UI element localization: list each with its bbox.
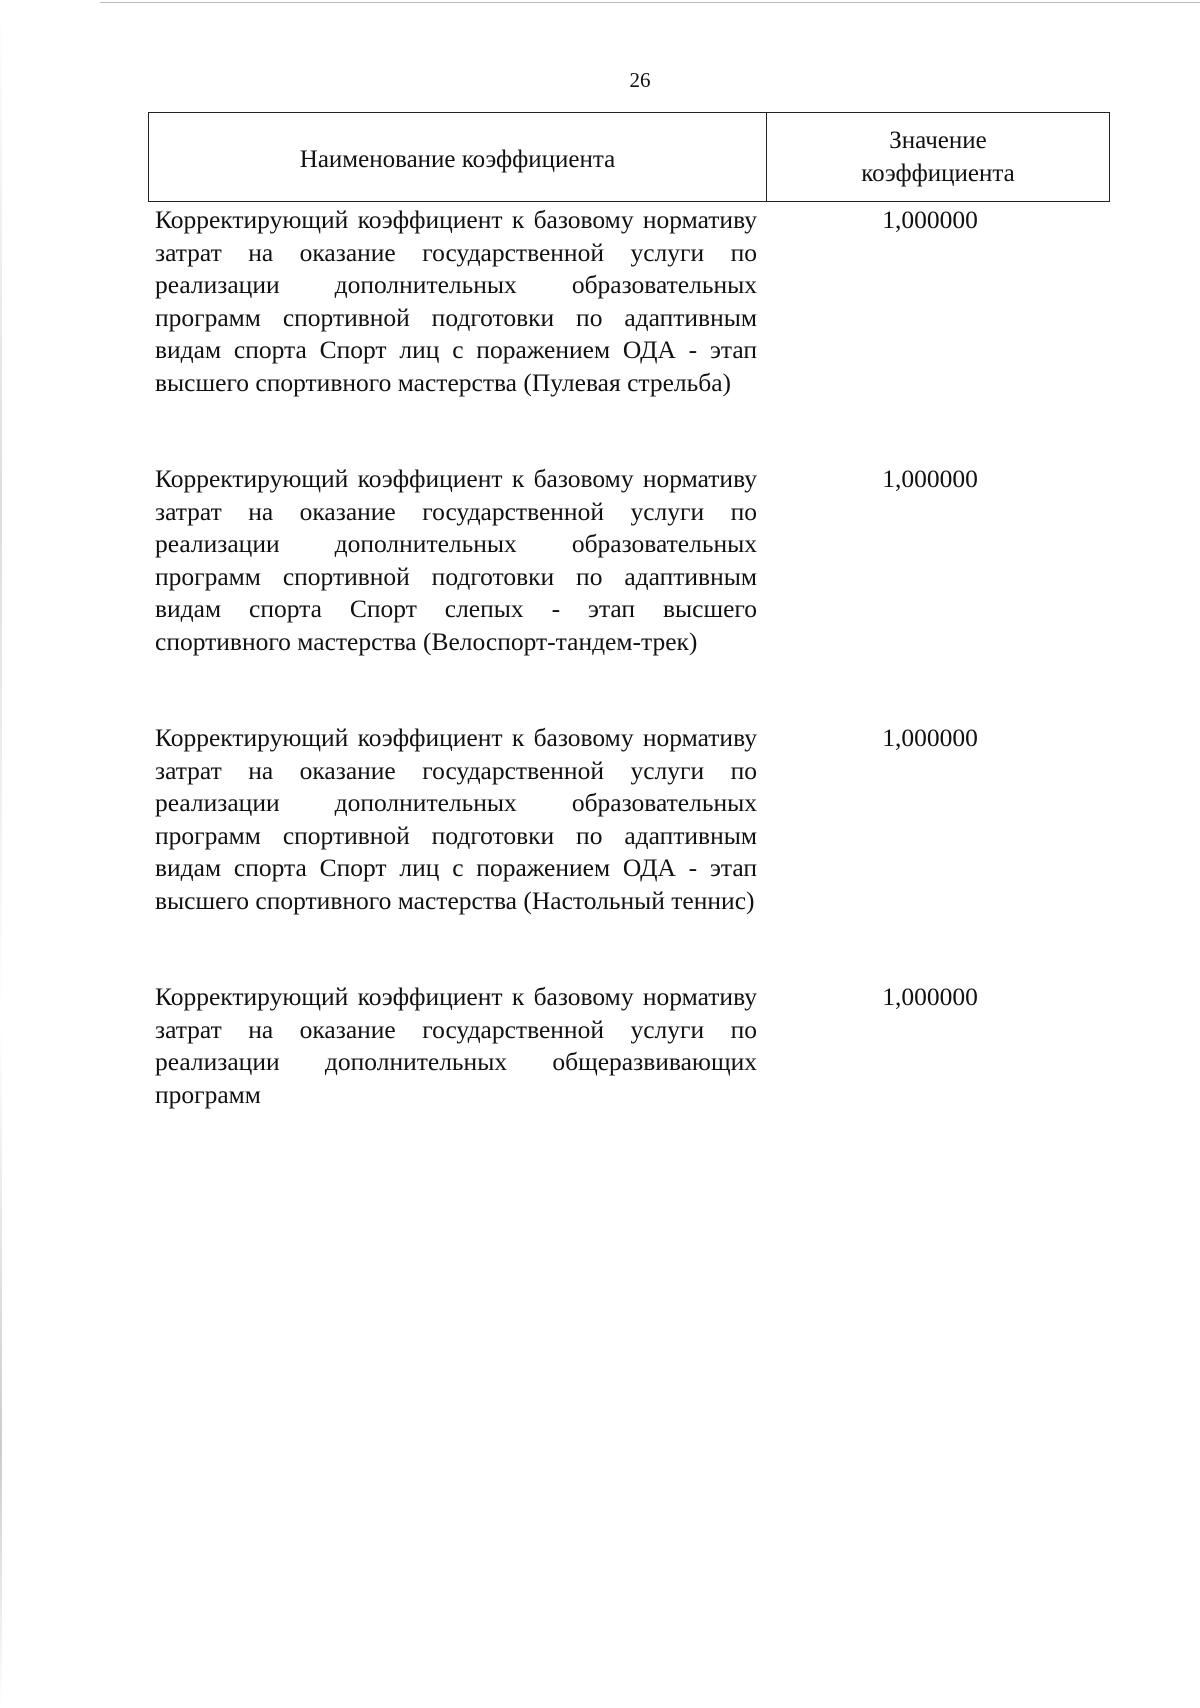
- coefficient-name: Корректирующий коэффициент к базовому нормативу затрат на оказание государственной услуги по реализации дополнительных образовательных программ спортивной подготовки по адаптивным видам спорта Спорт лиц с поражением ОДА - этап высшего спортивного мастерства (Настольный теннис): [155, 723, 757, 915]
- scan-left-edge: [0, 0, 2, 1708]
- header-value-column: [767, 113, 1109, 201]
- table-header: [148, 112, 1110, 202]
- coefficient-name: Корректирующий коэффициент к базовому нормативу затрат на оказание государственной услуги по реализации дополнительных образовательных программ спортивной подготовки по адаптивным видам спорта Спорт лиц с поражением ОДА - этап высшего спортивного мастерства (Пулевая стрельба): [155, 205, 757, 397]
- header-value-line1: Значение: [889, 127, 987, 154]
- coefficient-name: Корректирующий коэффициент к базовому нормативу затрат на оказание государственной услуги по реализации дополнительных общеразвивающих программ: [155, 982, 757, 1109]
- coefficient-value: 1,000000: [882, 464, 978, 493]
- coefficient-value: 1,000000: [882, 723, 978, 752]
- page-number: 26: [629, 68, 651, 92]
- scan-edge-line: [100, 2, 1200, 3]
- coefficient-value: 1,000000: [882, 205, 978, 234]
- header-name-column: Наименование коэффициента: [149, 113, 767, 201]
- coefficient-name: Корректирующий коэффициент к базовому нормативу затрат на оказание государственной услуги по реализации дополнительных образовательных программ спортивной подготовки по адаптивным видам спорта Спорт слепых - этап высшего спортивного мастерства (Велоспорт-тандем-трек): [155, 464, 757, 656]
- header-value-line2: коэффициента: [861, 160, 1015, 187]
- coefficient-value: 1,000000: [882, 982, 978, 1011]
